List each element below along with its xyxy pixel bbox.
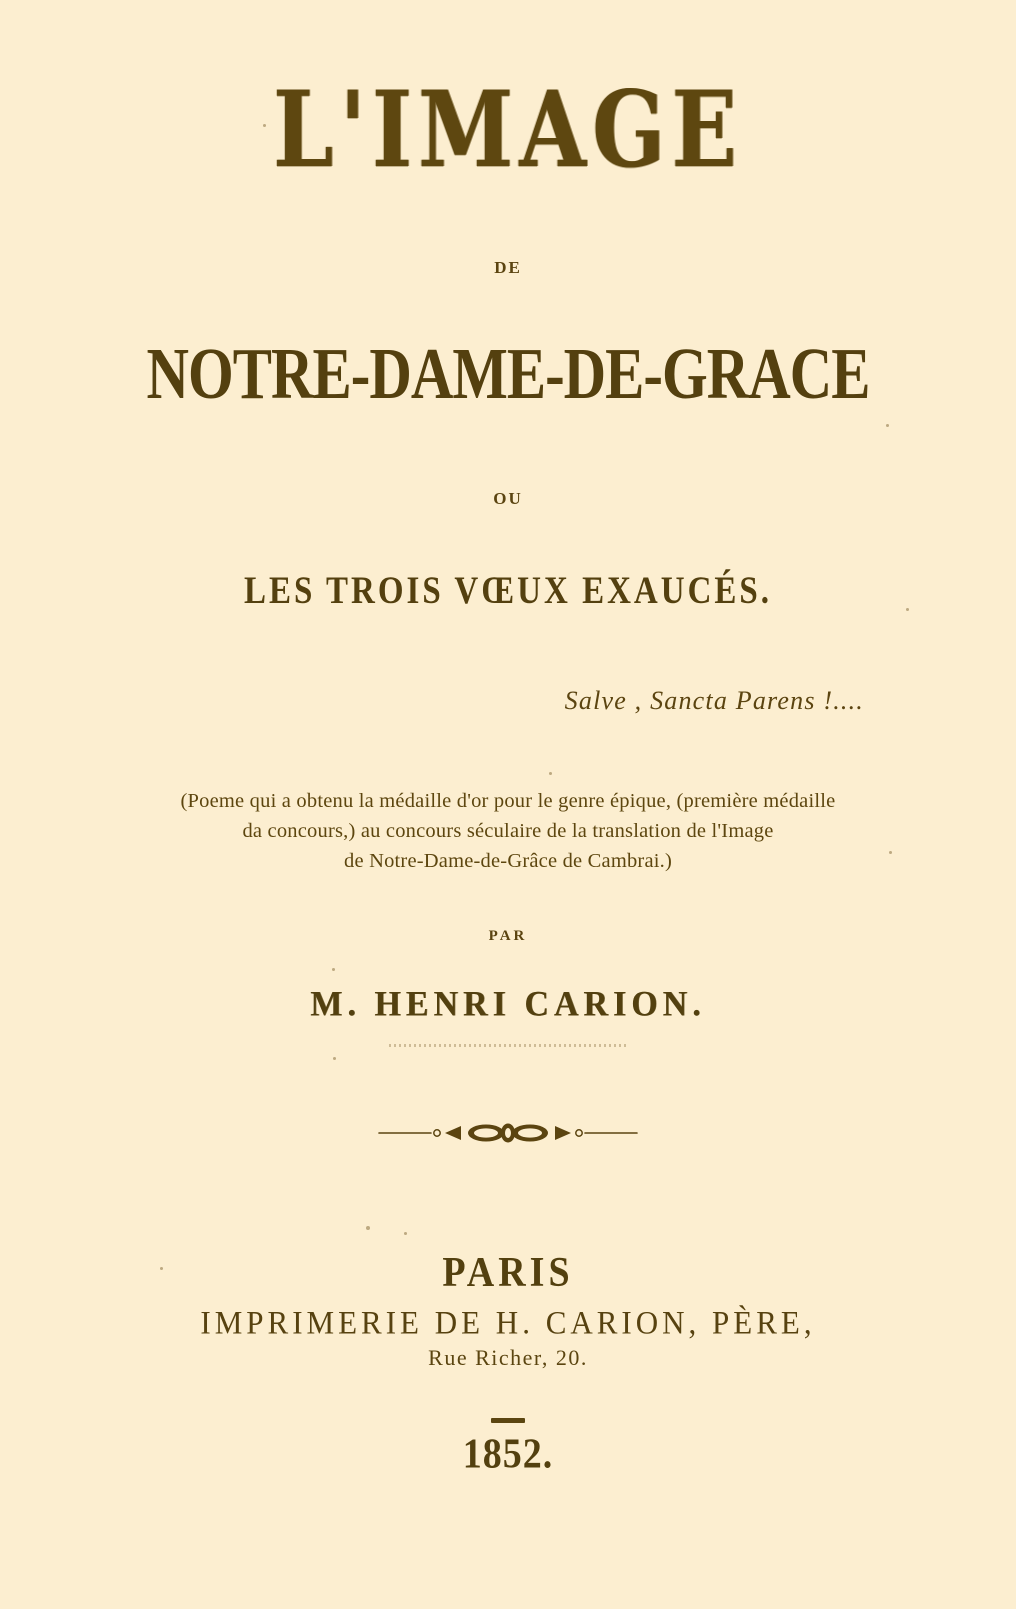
award-note-line-2: da concours,) au concours séculaire de la translation de l'Image xyxy=(242,820,774,842)
scan-speck xyxy=(333,1057,336,1060)
page-title-main: L'IMAGE xyxy=(273,68,743,192)
page-title-alternate: LES TROIS VŒUX EXAUCÉS. xyxy=(243,570,773,613)
imprint-dash-rule xyxy=(491,1418,525,1423)
scan-speck xyxy=(366,1226,370,1230)
award-note-line-1: (Poeme qui a obtenu la médaille d'or pour le genre épique, (première médaille xyxy=(180,790,836,812)
epigraph: Salve , Sancta Parens !.... xyxy=(564,686,864,715)
scan-speck xyxy=(404,1232,407,1235)
author-underline-rule xyxy=(389,1044,627,1047)
scan-speck xyxy=(332,968,335,971)
imprint-address: Rue Richer, 20. xyxy=(428,1345,588,1370)
imprint-year: 1852. xyxy=(462,1431,554,1478)
scan-speck xyxy=(549,772,552,775)
scan-speck xyxy=(886,424,889,427)
scan-speck xyxy=(889,851,892,854)
title-connective-de: DE xyxy=(494,258,522,277)
award-note xyxy=(108,786,908,876)
title-connective-ou: OU xyxy=(493,489,523,508)
scan-speck xyxy=(263,124,266,127)
author-by-label: PAR xyxy=(488,928,528,944)
scan-speck xyxy=(160,1267,163,1270)
page-title-subject: NOTRE-DAME-DE-GRACE xyxy=(146,333,870,414)
floral-divider-ornament xyxy=(373,1112,643,1154)
award-note-line-3: de Notre-Dame-de-Grâce de Cambrai.) xyxy=(344,850,672,872)
imprint-printer: IMPRIMERIE DE H. CARION, PÈRE, xyxy=(200,1304,816,1342)
scan-speck xyxy=(906,608,909,611)
imprint-city: PARIS xyxy=(442,1249,574,1297)
author-name: M. HENRI CARION. xyxy=(310,985,706,1025)
